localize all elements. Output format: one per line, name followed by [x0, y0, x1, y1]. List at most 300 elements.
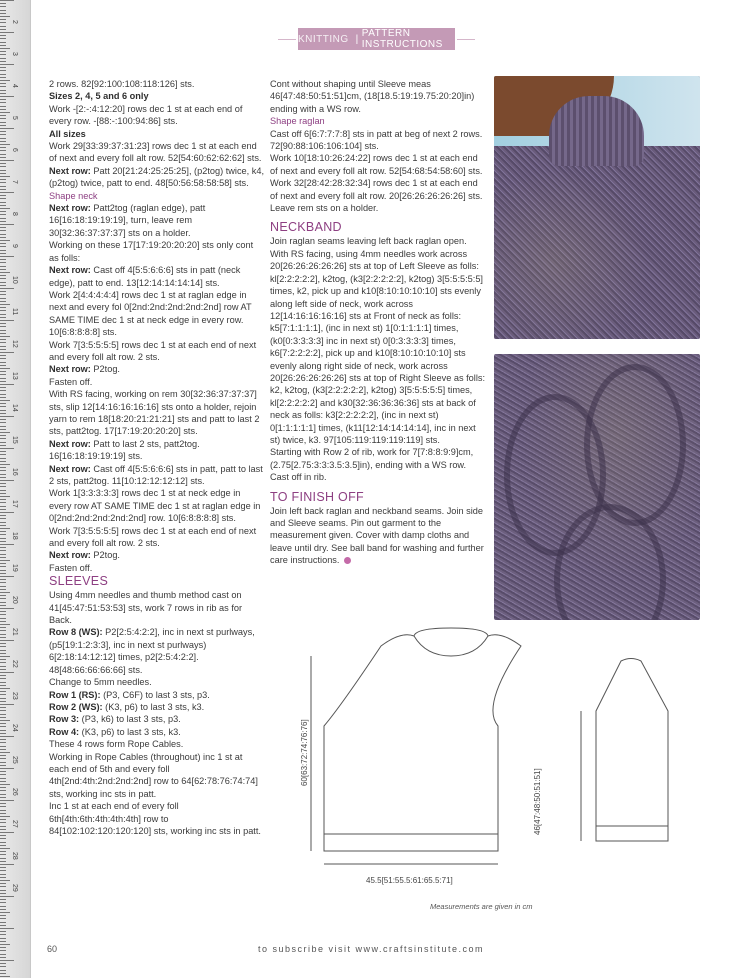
- ruler-tick: [0, 723, 6, 724]
- ruler-tick: [0, 205, 6, 206]
- ruler-tick: [0, 906, 6, 907]
- ruler-tick: [0, 342, 6, 343]
- ruler-tick: [0, 179, 6, 180]
- text: Fasten off.: [49, 562, 93, 573]
- ruler-tick: [0, 454, 6, 455]
- ruler-tick: [0, 387, 6, 388]
- sleeve-length-label: 46[47:48:50:51:51]: [533, 768, 542, 835]
- ruler-tick: [0, 339, 6, 340]
- ruler-tick: [0, 768, 14, 769]
- ruler-tick: [0, 51, 6, 52]
- ruler-tick: [0, 125, 6, 126]
- ruler-tick: [0, 883, 6, 884]
- ruler-tick: [0, 106, 6, 107]
- text: Cast off 6[6:7:7:7:8] sts in patt at beg of next 2 rows. 72[90:88:106:106:104] sts.: [270, 128, 483, 152]
- ruler-tick: [0, 483, 6, 484]
- instruction-row: Row 8 (WS): P2[2:5:4:2:2], inc in next st purlways, (p5[19:1:2:3:3], inc in next st purlways) 6[2:18:14:12:12] times, p2[2:5:4:2:2]. 48[48:66:66:66:66] sts.: [49, 627, 255, 675]
- instructions-column-2: [270, 78, 486, 567]
- ruler-tick: [0, 246, 6, 247]
- ruler-tick: [0, 314, 6, 315]
- ruler-tick: [0, 915, 6, 916]
- ruler-tick: [0, 730, 6, 731]
- ruler-tick: [0, 317, 6, 318]
- ruler-tick: [0, 70, 6, 71]
- text: Cast off in rib.: [270, 472, 327, 483]
- ruler-tick: [0, 531, 6, 532]
- ruler-tick: [0, 662, 6, 663]
- ruler-tick: [0, 467, 6, 468]
- text: Work 32[28:42:28:32:34] rows dec 1 st at each end of next and every foll alt row. 20[26:26:26:26:26] sts.: [270, 178, 483, 201]
- ruler-tick: [0, 438, 6, 439]
- ruler-tick: [0, 838, 6, 839]
- ruler-tick: [0, 954, 6, 955]
- ruler-tick: [0, 947, 6, 948]
- ruler-tick: [0, 688, 10, 689]
- ruler-tick: [0, 422, 6, 423]
- ruler-tick: [0, 890, 6, 891]
- ruler-tick: [0, 800, 14, 801]
- ruler-tick: [0, 90, 6, 91]
- ruler-tick: [0, 355, 6, 356]
- instruction-row: Row 2 (WS): (K3, p6) to last 3 sts, k3.: [49, 701, 205, 712]
- ruler-tick: [0, 710, 6, 711]
- instruction-row: Next row: Cast off 4[5:5:6:6:6] sts in patt (neck edge), patt to end. 13[12:14:14:14:14] sts.: [49, 265, 241, 288]
- ruler-tick: [0, 934, 6, 935]
- footer-subscribe-url: to subscribe visit www.craftsinstitute.com: [258, 944, 485, 954]
- ruler-tick: [0, 522, 6, 523]
- ruler-tick: [0, 426, 6, 427]
- ruler-tick: [0, 410, 6, 411]
- ruler-tick: [0, 499, 6, 500]
- ruler-label: 15: [11, 436, 18, 444]
- ruler-tick: [0, 550, 6, 551]
- ruler-tick: [0, 781, 6, 782]
- instructions-column-1: [49, 78, 264, 837]
- ruler-tick: [0, 835, 6, 836]
- ruler-tick: [0, 630, 6, 631]
- instruction-row: Next row: P2tog.: [49, 550, 120, 561]
- ruler-tick: [0, 45, 6, 46]
- ruler-tick: [0, 285, 6, 286]
- ruler-tick: [0, 291, 6, 292]
- ruler-tick: [0, 877, 6, 878]
- ruler-label: 25: [11, 756, 18, 764]
- subheading: All sizes: [49, 128, 86, 139]
- ruler-label: 14: [11, 404, 18, 412]
- ruler-tick: [0, 227, 6, 228]
- measurement-ruler: [0, 0, 31, 978]
- ruler-tick: [0, 368, 10, 369]
- ruler-tick: [0, 528, 10, 529]
- ruler-tick: [0, 614, 6, 615]
- ruler-tick: [0, 608, 14, 609]
- ruler-tick: [0, 589, 6, 590]
- ruler-tick: [0, 218, 6, 219]
- ruler-tick: [0, 538, 6, 539]
- ruler-tick: [0, 154, 6, 155]
- ruler-tick: [0, 822, 6, 823]
- ruler-tick: [0, 307, 6, 308]
- ruler-tick: [0, 16, 10, 17]
- ruler-tick: [0, 93, 6, 94]
- ruler-tick: [0, 208, 10, 209]
- ruler-tick: [0, 602, 6, 603]
- ruler-tick: [0, 432, 10, 433]
- ruler-tick: [0, 893, 6, 894]
- ruler-tick: [0, 742, 6, 743]
- ruler-tick: [0, 301, 6, 302]
- ruler-tick: [0, 131, 6, 132]
- ruler-tick: [0, 803, 6, 804]
- ruler-label: 10: [11, 276, 18, 284]
- ruler-tick: [0, 157, 6, 158]
- ruler-tick: [0, 605, 6, 606]
- ruler-tick: [0, 733, 6, 734]
- ruler-label: 22: [11, 660, 18, 668]
- ruler-tick: [0, 854, 6, 855]
- ruler-tick: [0, 861, 6, 862]
- ruler-tick: [0, 390, 6, 391]
- ruler-tick: [0, 435, 6, 436]
- subheading-shape-raglan: Shape raglan: [270, 116, 325, 127]
- ruler-tick: [0, 490, 6, 491]
- ruler-tick: [0, 122, 6, 123]
- ruler-tick: [0, 77, 6, 78]
- text: 2 rows. 82[92:100:108:118:126] sts.: [49, 79, 195, 89]
- ruler-tick: [0, 397, 6, 398]
- ruler-tick: [0, 774, 6, 775]
- ruler-tick: [0, 80, 10, 81]
- ruler-tick: [0, 138, 6, 139]
- ruler-tick: [0, 653, 6, 654]
- ruler-label: 6: [11, 148, 18, 152]
- ruler-tick: [0, 336, 10, 337]
- instruction-row: Next row: Patt 20[21:24:25:25:25], (p2tog) twice, k4, (p2tog) twice, patt to end. 48[50:56:58:58:58] sts.: [49, 165, 265, 189]
- ruler-tick: [0, 826, 6, 827]
- ruler-tick: [0, 362, 6, 363]
- ruler-tick: [0, 806, 6, 807]
- ruler-tick: [0, 195, 6, 196]
- ruler-tick: [0, 166, 6, 167]
- ruler-tick: [0, 170, 6, 171]
- ruler-tick: [0, 544, 14, 545]
- ruler-tick: [0, 976, 10, 977]
- ruler-tick: [0, 64, 14, 65]
- ruler-tick: [0, 832, 14, 833]
- ruler-tick: [0, 560, 10, 561]
- instruction-row: Next row: Cast off 4[5:5:6:6:6] sts in patt, patt to last 2 sts, patt2tog. 11[10:12:12:12:12] sts.: [49, 463, 263, 486]
- ruler-tick: [0, 458, 6, 459]
- ruler-tick: [0, 547, 6, 548]
- ruler-tick: [0, 512, 14, 513]
- ruler-tick: [0, 416, 14, 417]
- ruler-tick: [0, 858, 6, 859]
- subheading-shape-neck: Shape neck: [49, 190, 98, 201]
- ruler-tick: [0, 269, 6, 270]
- ruler-label: 27: [11, 820, 18, 828]
- ruler-tick: [0, 298, 6, 299]
- ruler-label: 23: [11, 692, 18, 700]
- ruler-tick: [0, 666, 6, 667]
- ruler-tick: [0, 278, 6, 279]
- ruler-tick: [0, 966, 6, 967]
- sweater-neck-photo: [494, 76, 700, 339]
- ruler-tick: [0, 870, 6, 871]
- text: Work 7[3:5:5:5:5] rows dec 1 st at each end of next and every foll alt row. 2 sts.: [49, 525, 257, 549]
- ruler-tick: [0, 957, 6, 958]
- instruction-row: Next row: Patt2tog (raglan edge), patt 16[16:18:19:19:19], turn, leave rem 30[32:36:37:37:37] sts on a holder.: [49, 203, 206, 238]
- ruler-tick: [0, 736, 14, 737]
- text: Working in Rope Cables (throughout) inc 1 st at each end of 5th and every foll 4th[2nd:4th:2nd:2nd:2nd] row to 64[62:78:76:74:74] sts, working inc sts in patt.: [49, 751, 258, 799]
- ruler-tick: [0, 909, 6, 910]
- ruler-label: 7: [11, 180, 18, 184]
- ruler-tick: [0, 102, 6, 103]
- ruler-tick: [0, 406, 6, 407]
- section-header-tag: KNITTING | PATTERN INSTRUCTIONS: [298, 28, 455, 50]
- ruler-tick: [0, 864, 14, 865]
- ruler-label: 8: [11, 212, 18, 216]
- ruler-label: 26: [11, 788, 18, 796]
- ruler-tick: [0, 198, 6, 199]
- ruler-tick: [0, 659, 6, 660]
- ruler-tick: [0, 960, 14, 961]
- ruler-tick: [0, 109, 6, 110]
- ruler-tick: [0, 880, 10, 881]
- ruler-tick: [0, 624, 10, 625]
- ruler-tick: [0, 192, 14, 193]
- ruler-tick: [0, 685, 6, 686]
- ruler-tick: [0, 762, 6, 763]
- ruler-tick: [0, 598, 6, 599]
- body-width-label: 45.5[51:55.5:61:65.5:71]: [366, 876, 453, 885]
- instruction-row: Row 3: (P3, k6) to last 3 sts, p3.: [49, 714, 181, 725]
- ruler-tick: [0, 726, 6, 727]
- ruler-tick: [0, 931, 6, 932]
- ruler-tick: [0, 38, 6, 39]
- ruler-tick: [0, 58, 6, 59]
- ruler-tick: [0, 902, 6, 903]
- ruler-tick: [0, 394, 6, 395]
- ruler-tick: [0, 515, 6, 516]
- ruler-tick: [0, 640, 14, 641]
- ruler-label: 20: [11, 596, 18, 604]
- text: Work 7[3:5:5:5:5] rows dec 1 st at each end of next and every foll alt row. 2 sts.: [49, 339, 257, 362]
- ruler-tick: [0, 739, 6, 740]
- ruler-tick: [0, 848, 10, 849]
- subheading: Sizes 2, 4, 5 and 6 only: [49, 91, 149, 102]
- ruler-tick: [0, 176, 10, 177]
- ruler-tick: [0, 518, 6, 519]
- ruler-tick: [0, 128, 14, 129]
- ruler-tick: [0, 678, 6, 679]
- ruler-tick: [0, 83, 6, 84]
- ruler-tick: [0, 787, 6, 788]
- ruler-tick: [0, 621, 6, 622]
- header-rule-right: [457, 39, 475, 40]
- ruler-tick: [0, 704, 14, 705]
- text: Leave rem sts on a holder.: [270, 203, 379, 214]
- ruler-tick: [0, 182, 6, 183]
- ruler-tick: [0, 10, 6, 11]
- ruler-label: 2: [11, 20, 18, 24]
- ruler-tick: [0, 211, 6, 212]
- ruler-tick: [0, 874, 6, 875]
- ruler-tick: [0, 928, 14, 929]
- ruler-label: 12: [11, 340, 18, 348]
- ruler-tick: [0, 29, 6, 30]
- ruler-tick: [0, 67, 6, 68]
- ruler-tick: [0, 26, 6, 27]
- ruler-tick: [0, 451, 6, 452]
- ruler-tick: [0, 595, 6, 596]
- ruler-tick: [0, 42, 6, 43]
- ruler-tick: [0, 419, 6, 420]
- ruler-tick: [0, 867, 6, 868]
- ruler-tick: [0, 477, 6, 478]
- section-heading-finish: TO FINISH OFF: [270, 489, 364, 504]
- text: Work 1[3:3:3:3:3] rows dec 1 st at neck edge in every row AT SAME TIME dec 1 st at raglan edge in 0[2nd:2nd:2nd:2nd:2nd] row. 10[6:8:8:8:8] sts.: [49, 488, 261, 524]
- instruction-row: Next row: Patt to last 2 sts, patt2tog. 16[16:18:19:19:19] sts.: [49, 438, 200, 462]
- ruler-tick: [0, 310, 6, 311]
- ruler-tick: [0, 576, 14, 577]
- ruler-tick: [0, 669, 6, 670]
- text: With RS facing, working on rem 30[32:36:37:37:37] sts, slip 12[14:16:16:16:16] sts onto a holder, rejoin yarn to rem 18[18:20:21:21:21] sts and patt to last 2 sts, patt2tog. 17[17:19:20:20:20] sts.: [49, 389, 260, 437]
- ruler-label: 17: [11, 500, 18, 508]
- ruler-tick: [0, 675, 6, 676]
- ruler-tick: [0, 352, 14, 353]
- ruler-tick: [0, 214, 6, 215]
- measurement-note: Measurements are given in cm: [430, 902, 533, 911]
- ruler-tick: [0, 173, 6, 174]
- text: Inc 1 st at each end of every foll 6th[4th:6th:4th:4th:4th] row to 84[102:102:120:120:120] sts, working inc sts in patt.: [49, 801, 261, 836]
- instruction-row: Row 4: (K3, p6) to last 3 sts, k3.: [49, 726, 181, 737]
- ruler-label: 28: [11, 852, 18, 860]
- ruler-tick: [0, 186, 6, 187]
- ruler-tick: [0, 950, 6, 951]
- ruler-tick: [0, 294, 6, 295]
- ruler-tick: [0, 304, 10, 305]
- ruler-tick: [0, 896, 14, 897]
- text: Working on these 17[17:19:20:20:20] sts only cont as folls:: [49, 240, 254, 263]
- ruler-tick: [0, 256, 14, 257]
- text: Using 4mm needles and thumb method cast on 41[45:47:51:53:53] sts, work 7 rows in rib as for Back.: [49, 590, 243, 626]
- header-rule-left: [278, 39, 296, 40]
- ruler-tick: [0, 19, 6, 20]
- ruler-tick: [0, 112, 10, 113]
- header-section: PATTERN INSTRUCTIONS: [361, 28, 443, 50]
- ruler-tick: [0, 403, 6, 404]
- ruler-tick: [0, 118, 6, 119]
- ruler-tick: [0, 755, 6, 756]
- ruler-tick: [0, 32, 14, 33]
- ruler-label: 24: [11, 724, 18, 732]
- ruler-tick: [0, 557, 6, 558]
- ruler-tick: [0, 22, 6, 23]
- ruler-tick: [0, 810, 6, 811]
- ruler-tick: [0, 886, 6, 887]
- ruler-tick: [0, 618, 6, 619]
- measurement-schematic: [296, 626, 706, 926]
- ruler-tick: [0, 973, 6, 974]
- ruler-label: 5: [11, 116, 18, 120]
- body-length-label: 60[63:72:74:76:76]: [300, 719, 309, 786]
- ruler-tick: [0, 845, 6, 846]
- ruler-tick: [0, 237, 6, 238]
- ruler-label: 21: [11, 628, 18, 636]
- ruler-tick: [0, 701, 6, 702]
- ruler-tick: [0, 506, 6, 507]
- ruler-tick: [0, 720, 10, 721]
- ruler-tick: [0, 54, 6, 55]
- ruler-tick: [0, 970, 6, 971]
- ruler-tick: [0, 694, 6, 695]
- ruler-tick: [0, 899, 6, 900]
- ruler-tick: [0, 461, 6, 462]
- ruler-tick: [0, 672, 14, 673]
- ruler-label: 16: [11, 468, 18, 476]
- ruler-tick: [0, 272, 10, 273]
- ruler-tick: [0, 493, 6, 494]
- ruler-tick: [0, 714, 6, 715]
- text: Join left back raglan and neckband seams. Join side and Sleeve seams. Pin out garment to the measurement given. Cover with damp cloths and leave until dry. See ball band for washing and further care instructions.: [270, 505, 484, 566]
- ruler-tick: [0, 400, 10, 401]
- ruler-tick: [0, 566, 6, 567]
- ruler-tick: [0, 374, 6, 375]
- ruler-tick: [0, 682, 6, 683]
- ruler-tick: [0, 134, 6, 135]
- ruler-tick: [0, 790, 6, 791]
- ruler-tick: [0, 563, 6, 564]
- ruler-tick: [0, 224, 14, 225]
- ruler-tick: [0, 502, 6, 503]
- ruler-tick: [0, 384, 14, 385]
- ruler-tick: [0, 266, 6, 267]
- ruler-label: 11: [11, 308, 18, 316]
- ruler-tick: [0, 61, 6, 62]
- ruler-tick: [0, 253, 6, 254]
- ruler-tick: [0, 346, 6, 347]
- ruler-tick: [0, 259, 6, 260]
- ruler-tick: [0, 627, 6, 628]
- schematic-drawing: [296, 626, 706, 926]
- ruler-label: 13: [11, 372, 18, 380]
- ruler-tick: [0, 816, 10, 817]
- ruler-tick: [0, 586, 6, 587]
- ruler-tick: [0, 784, 10, 785]
- sleeve-outline: [596, 659, 668, 842]
- ruler-tick: [0, 445, 6, 446]
- ruler-tick: [0, 464, 10, 465]
- ruler-tick: [0, 643, 6, 644]
- ruler-label: 9: [11, 244, 18, 248]
- ruler-tick: [0, 141, 6, 142]
- ruler-tick: [0, 646, 6, 647]
- ruler-tick: [0, 829, 6, 830]
- ruler-tick: [0, 323, 6, 324]
- ruler-tick: [0, 656, 10, 657]
- text: Work 29[33:39:37:31:23] rows dec 1 st at each end of next and every foll alt row. 52[54:60:62:62:62] sts.: [49, 141, 262, 164]
- text: Work -[2:-:4:12:20] rows dec 1 st at each end of every row. -[88:-:100:94:86] sts.: [49, 103, 243, 127]
- ruler-tick: [0, 448, 14, 449]
- end-marker-icon: [344, 557, 351, 564]
- ruler-tick: [0, 525, 6, 526]
- ruler-tick: [0, 707, 6, 708]
- ruler-tick: [0, 570, 6, 571]
- ruler-tick: [0, 717, 6, 718]
- ruler-tick: [0, 579, 6, 580]
- ruler-tick: [0, 6, 6, 7]
- ruler-tick: [0, 813, 6, 814]
